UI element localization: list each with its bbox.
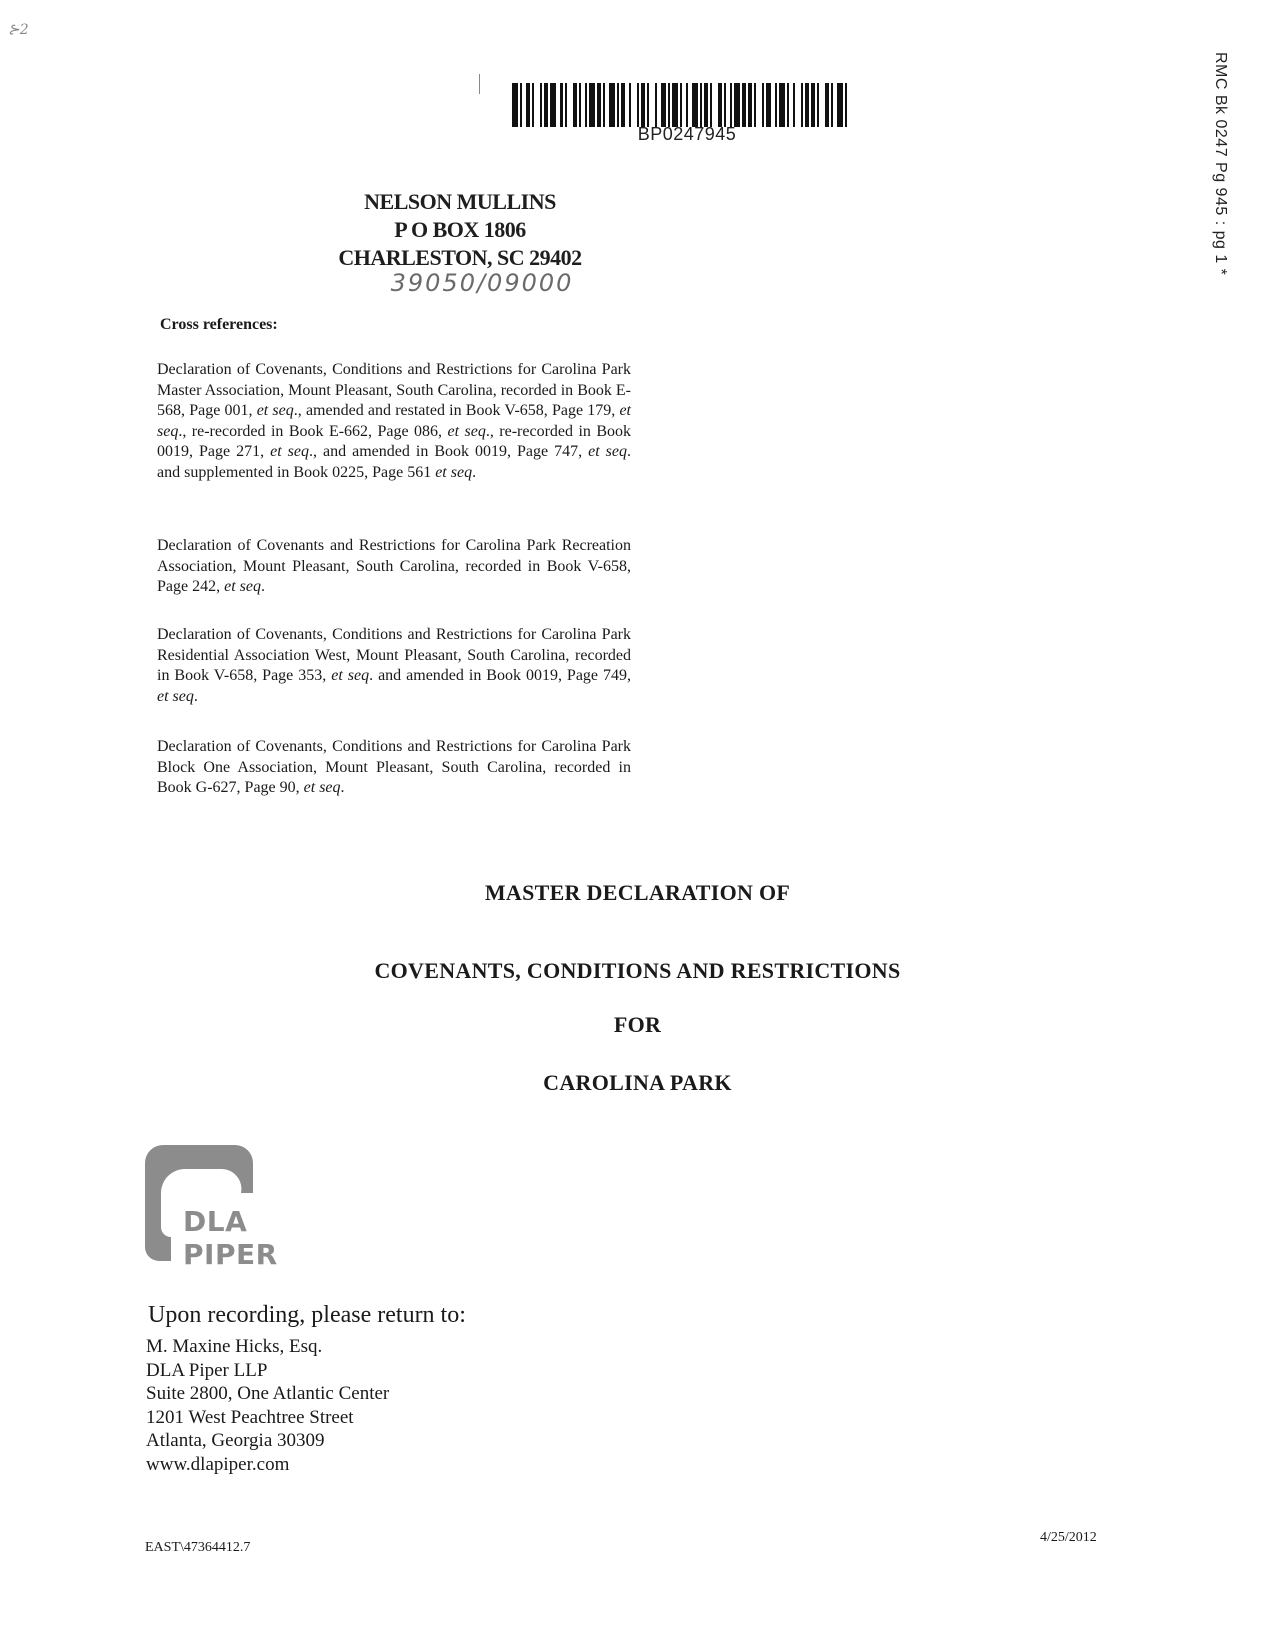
document-title-line-1: MASTER DECLARATION OF (484, 880, 791, 905)
return-to-heading: Upon recording, please return to: (148, 1302, 466, 1328)
return-line: DLA Piper LLP (146, 1359, 268, 1381)
return-line: Suite 2800, One Atlantic Center (146, 1383, 390, 1404)
barcode-bar (847, 83, 851, 127)
cross-reference-4: Declaration of Covenants, Conditions and Restrictions for Carolina Park Block One Association, Mount Pleasant, South Carolina, recorded in Book G-627, Page 90, et seq. (157, 738, 631, 796)
return-line: 1201 West Peachtree Street (146, 1406, 354, 1428)
recording-stamp (1205, 52, 1235, 312)
cross-reference-2: Declaration of Covenants and Restrictions for Carolina Park Recreation Association, Mount Pleasant, South Carolina, recorded in Book V-658, Page 242, et seq. (157, 537, 631, 595)
cross-reference-1: Declaration of Covenants, Conditions and Restrictions for Carolina Park Master Association, Mount Pleasant, South Carolina, recorded in Book E-568, Page 001, et seq., amended and restated in Book V-658, Page 179, et seq., re-recorded in Book E-662, Page 086, et seq., re-recorded in Book 0019, Page 271, et seq., and amended in Book 0019, Page 747, et seq. and supplemented in Book 0225, Page 561 et seq. (157, 361, 632, 481)
document-title-line-4: CAROLINA PARK (543, 1070, 732, 1095)
firm-po-box: P O BOX 1806 (394, 217, 526, 242)
return-line: www.dlapiper.com (146, 1453, 290, 1475)
document-title-line-2: COVENANTS, CONDITIONS AND RESTRICTIONS (374, 958, 901, 983)
return-line: M. Maxine Hicks, Esq. (146, 1336, 323, 1357)
barcode (512, 83, 852, 127)
return-firm-block (300, 188, 620, 272)
cross-references-heading: Cross references: (160, 316, 278, 333)
firm-name: NELSON MULLINS (364, 189, 556, 214)
document-title-line-3: FOR (613, 1012, 662, 1037)
barcode-number: BP0247945 (637, 124, 737, 144)
scan-tick-mark (479, 74, 480, 94)
return-to-address (146, 1335, 389, 1476)
recording-stamp-text: RMC Bk 0247 Pg 945 : pg 1 * (1212, 52, 1229, 276)
firm-city: CHARLESTON, SC 29402 (338, 245, 582, 270)
handwritten-note: 39050/09000 (390, 269, 574, 297)
cross-reference-3: Declaration of Covenants, Conditions and Restrictions for Carolina Park Residential Association West, Mount Pleasant, South Carolina, recorded in Book V-658, Page 353, et seq. and amended in Book 0019, Page 749, et seq. (157, 626, 632, 705)
return-line: Atlanta, Georgia 30309 (146, 1430, 325, 1451)
logo-text: DLA PIPER (183, 1205, 278, 1271)
document-id: EAST\47364412.7 (145, 1540, 251, 1555)
corner-handwritten-mark: ⊱2 (8, 22, 29, 38)
document-date: 4/25/2012 (1040, 1530, 1097, 1545)
dla-piper-logo (145, 1145, 345, 1271)
